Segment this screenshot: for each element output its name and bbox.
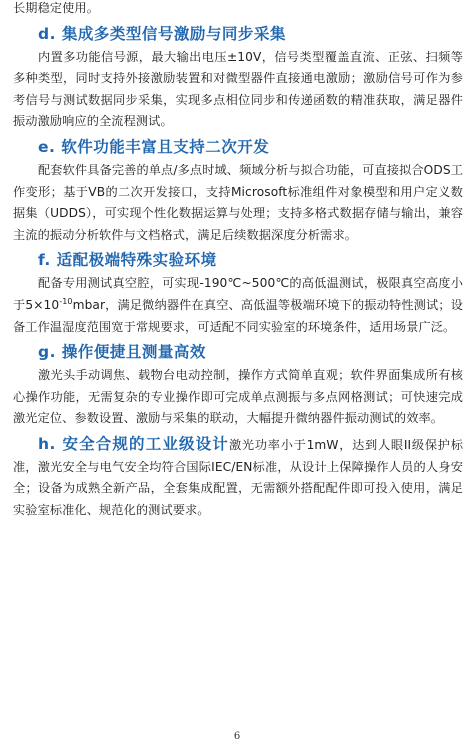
section-e-body: 配套软件具备完善的单点/多点时域、频域分析与拟合功能，可直接拟合ODS工作变形；基于VB的二次开发接口，支持Microsoft标准组件对象模型和用户定义数据集（UDDS），可实现个性化数据运算与处理；支持多格式数据存储与输出，兼容主流的振动分析软件与文档格式，满足后续数据深度分析需求。: [13, 162, 463, 242]
section-f-exponent: -10: [59, 296, 73, 306]
section-d-body: 内置多功能信号源，最大输出电压±10V，信号类型覆盖直流、正弦、扫频等多种类型，同时支持外接激励装置和对微型器件直接通电激励；激励信号可作为参考信号与测试数据同步采集，实现多点相位同步和传递函数的精准获取，满足器件振动激励响应的全流程测试。: [13, 49, 463, 129]
section-f-body: [13, 273, 463, 338]
page-number: 6: [233, 731, 241, 742]
section-g-body: 激光头手动调焦、载物台电动控制，操作方式简单直观；软件界面集成所有核心操作功能，无需复杂的专业操作即可完成单点测振与多点网格测试；可快速完成激光定位、参数设置、激励与采集的联动，大幅提升微纳器件振动测试的效率。: [13, 368, 463, 426]
section-h-body: 激光功率小于1mW，达到人眼II级保护标准，激光安全与电气安全均符合国际IEC/EN标准，从设计上保障操作人员的人身安全；设备为成熟全新产品，全套集成配置，无需额外搭配配件即可投入使用，满足实验室标准化、规范化的测试要求。: [13, 437, 463, 517]
document-page: [13, 0, 463, 521]
section-d-heading: d. 集成多类型信号激励与同步采集: [38, 24, 286, 43]
section-f-body-part2: mbar，满足微纳器件在真空、高低温等极端环境下的振动特性测试；设备工作温湿度范围宽于常规要求，可适配不同实验室的环境条件，适用场景广泛。: [13, 297, 463, 334]
section-g-heading: g. 操作便捷且测量高效: [38, 343, 206, 362]
section-h-paragraph: [13, 434, 463, 521]
section-f-heading: f. 适配极端特殊实验环境: [38, 251, 217, 270]
section-f-body-part1: 配备专用测试真空腔，可实现-190℃~500℃的高低温测试，极限真空高度小于5×10: [13, 276, 463, 312]
section-e-heading: e. 软件功能丰富且支持二次开发: [38, 137, 270, 156]
lead-line: 长期稳定使用。: [13, 1, 100, 15]
section-h-heading: h. 安全合规的工业级设计: [38, 434, 229, 453]
